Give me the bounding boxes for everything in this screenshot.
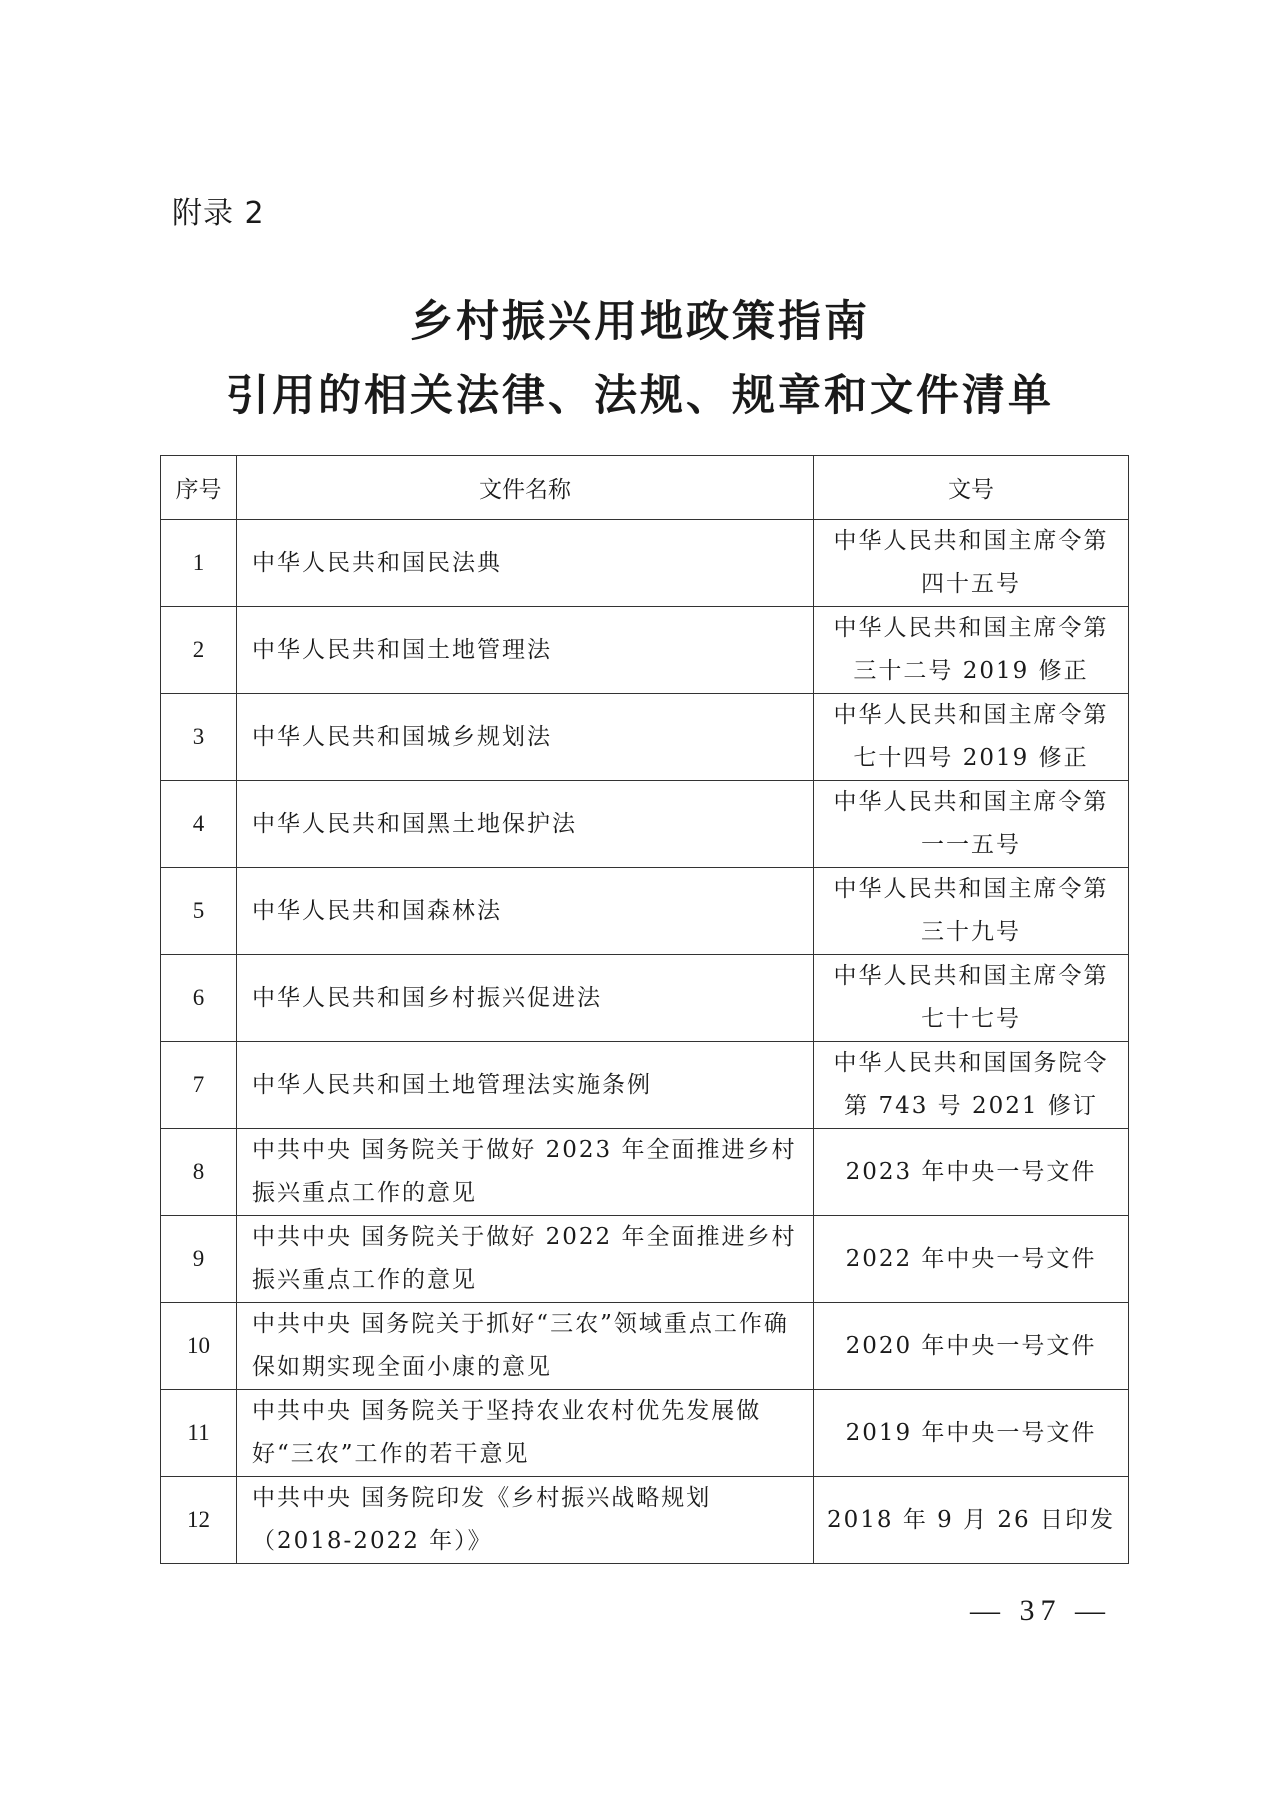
- table-row: [161, 694, 1129, 781]
- row-name: 中共中央 国务院关于做好 2023 年全面推进乡村振兴重点工作的意见: [237, 1129, 814, 1216]
- row-ref: 中华人民共和国主席令第七十七号: [814, 955, 1129, 1042]
- row-seq: 11: [161, 1390, 237, 1477]
- row-name: 中共中央 国务院关于做好 2022 年全面推进乡村振兴重点工作的意见: [237, 1216, 814, 1303]
- row-seq: 7: [161, 1042, 237, 1129]
- row-ref: 中华人民共和国主席令第一一五号: [814, 781, 1129, 868]
- row-name: 中华人民共和国乡村振兴促进法: [237, 955, 814, 1042]
- appendix-label: 附录 2: [172, 196, 265, 231]
- header-seq: 序号: [161, 456, 237, 520]
- row-seq: 10: [161, 1303, 237, 1390]
- table-row: [161, 1129, 1129, 1216]
- table-row: [161, 1042, 1129, 1129]
- row-seq: 9: [161, 1216, 237, 1303]
- row-seq: 5: [161, 868, 237, 955]
- row-ref: 2020 年中央一号文件: [814, 1303, 1129, 1390]
- row-seq: 6: [161, 955, 237, 1042]
- row-name: 中共中央 国务院关于坚持农业农村优先发展做好“三农”工作的若干意见: [237, 1390, 814, 1477]
- table-row: [161, 1477, 1129, 1564]
- table-row: [161, 1390, 1129, 1477]
- row-name: 中华人民共和国民法典: [237, 520, 814, 607]
- row-seq: 12: [161, 1477, 237, 1564]
- row-name: 中共中央 国务院关于抓好“三农”领域重点工作确保如期实现全面小康的意见: [237, 1303, 814, 1390]
- row-name: 中华人民共和国城乡规划法: [237, 694, 814, 781]
- page-number: — 37 —: [970, 1594, 1111, 1627]
- row-ref: 中华人民共和国国务院令第 743 号 2021 修订: [814, 1042, 1129, 1129]
- row-name: 中华人民共和国土地管理法实施条例: [237, 1042, 814, 1129]
- table-row: [161, 781, 1129, 868]
- header-name: 文件名称: [237, 456, 814, 520]
- row-seq: 8: [161, 1129, 237, 1216]
- table-row: [161, 607, 1129, 694]
- table-row: [161, 955, 1129, 1042]
- row-name: 中华人民共和国土地管理法: [237, 607, 814, 694]
- document-list-table: [160, 455, 1129, 1564]
- table-row: [161, 1303, 1129, 1390]
- row-ref: 2018 年 9 月 26 日印发: [814, 1477, 1129, 1564]
- row-ref: 中华人民共和国主席令第三十九号: [814, 868, 1129, 955]
- row-seq: 1: [161, 520, 237, 607]
- row-ref: 2019 年中央一号文件: [814, 1390, 1129, 1477]
- row-ref: 2023 年中央一号文件: [814, 1129, 1129, 1216]
- header-ref: 文号: [814, 456, 1129, 520]
- table-header-row: [161, 456, 1129, 520]
- page-title-line2: 引用的相关法律、法规、规章和文件清单: [226, 371, 1054, 421]
- table-row: [161, 1216, 1129, 1303]
- row-name: 中华人民共和国黑土地保护法: [237, 781, 814, 868]
- row-seq: 2: [161, 607, 237, 694]
- row-name: 中华人民共和国森林法: [237, 868, 814, 955]
- row-ref: 中华人民共和国主席令第七十四号 2019 修正: [814, 694, 1129, 781]
- row-ref: 2022 年中央一号文件: [814, 1216, 1129, 1303]
- row-seq: 4: [161, 781, 237, 868]
- row-name: 中共中央 国务院印发《乡村振兴战略规划（2018-2022 年）》: [237, 1477, 814, 1564]
- page-title-line1: 乡村振兴用地政策指南: [410, 297, 870, 347]
- table-row: [161, 520, 1129, 607]
- table-row: [161, 868, 1129, 955]
- row-ref: 中华人民共和国主席令第四十五号: [814, 520, 1129, 607]
- row-seq: 3: [161, 694, 237, 781]
- row-ref: 中华人民共和国主席令第三十二号 2019 修正: [814, 607, 1129, 694]
